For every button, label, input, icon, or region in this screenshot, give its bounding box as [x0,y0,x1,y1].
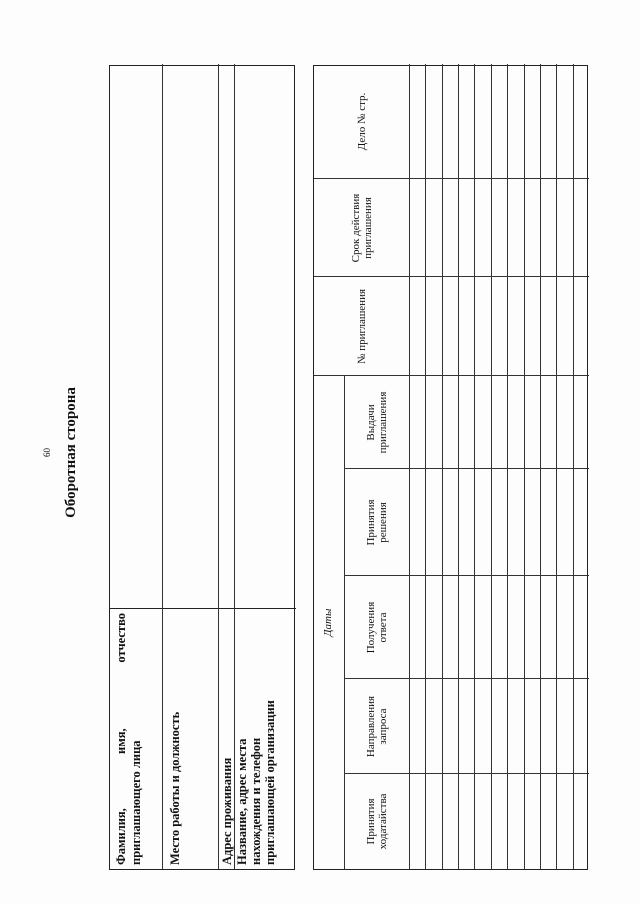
table-cell[interactable] [426,680,440,773]
table-cell[interactable] [410,278,424,375]
table-cell[interactable] [475,680,489,773]
table-cell[interactable] [574,470,588,575]
answer-field-full-name[interactable] [112,67,160,607]
table-cell[interactable] [459,470,473,575]
label-line: Название, адрес места [235,738,249,865]
table-cell[interactable] [557,470,571,575]
label-workplace: Место работы и должность [168,711,182,865]
table-cell[interactable] [426,775,440,868]
column-header-line: приглашения [376,391,389,454]
table-cell[interactable] [557,278,571,375]
column-header [365,376,389,469]
table-cell[interactable] [525,65,539,178]
table-cell[interactable] [410,180,424,276]
table-cell[interactable] [574,65,588,178]
answer-field-workplace[interactable] [164,67,216,607]
table-cell[interactable] [443,680,457,773]
column-header-line: решения [376,502,389,543]
table-cell[interactable] [443,65,457,178]
row-divider [162,64,163,869]
page-number: 60 [42,448,52,457]
table-cell[interactable] [525,577,539,678]
table-cell[interactable] [541,377,555,468]
table-cell[interactable] [525,775,539,868]
column-header-line: Выдачи [364,404,377,441]
table-cell[interactable] [410,470,424,575]
row-divider [218,64,219,869]
column-header-line: Направления [364,695,377,758]
table-cell[interactable] [426,470,440,575]
column-header [365,774,389,869]
column-header [365,576,389,679]
table-cell[interactable] [492,680,506,773]
column-header [350,179,374,277]
table-cell[interactable] [443,278,457,375]
date-group-header: Даты [322,608,334,637]
table-cell[interactable] [525,470,539,575]
column-header-line: Дело № стр. [355,92,368,151]
column-header [365,469,389,576]
page-title: Оборотная сторона [63,387,79,518]
table-cell[interactable] [525,180,539,276]
table-cell[interactable] [459,180,473,276]
table-cell[interactable] [459,65,473,178]
table-cell[interactable] [475,65,489,178]
table-cell[interactable] [508,470,522,575]
table-cell[interactable] [492,180,506,276]
column-header-line: № приглашения [355,288,368,365]
label-word: Фамилия, [114,808,128,865]
table-cell[interactable] [459,278,473,375]
table-cell[interactable] [475,377,489,468]
table-cell[interactable] [541,65,555,178]
table-cell[interactable] [525,278,539,375]
table-cell[interactable] [459,775,473,868]
table-cell[interactable] [410,577,424,678]
table-cell[interactable] [459,377,473,468]
table-cell[interactable] [492,577,506,678]
person-table [109,65,295,870]
table-cell[interactable] [508,680,522,773]
table-cell[interactable] [492,278,506,375]
table-cell[interactable] [492,470,506,575]
table-cell[interactable] [557,65,571,178]
page-header [40,0,90,905]
column-header-line: ходатайства [376,793,389,850]
table-cell[interactable] [443,377,457,468]
column-header-line: Срок действия [349,193,362,263]
column-header-line: запроса [376,708,389,745]
column-header-line: приглашения [361,197,374,259]
column-header [365,679,389,774]
table-cell[interactable] [508,775,522,868]
table-cell[interactable] [426,65,440,178]
table-cell[interactable] [410,65,424,178]
label-word: отчество [114,613,128,663]
table-cell[interactable] [492,65,506,178]
table-cell[interactable] [410,680,424,773]
table-cell[interactable] [508,65,522,178]
table-cell[interactable] [410,775,424,868]
table-cell[interactable] [557,680,571,773]
table-cell[interactable] [541,180,555,276]
column-header [356,277,368,376]
column-header [356,64,368,179]
table-cell[interactable] [541,577,555,678]
table-cell[interactable] [574,278,588,375]
table-cell[interactable] [475,470,489,575]
table-cell[interactable] [508,180,522,276]
table-cell[interactable] [475,775,489,868]
table-cell[interactable] [574,180,588,276]
table-cell[interactable] [492,775,506,868]
table-cell[interactable] [574,775,588,868]
table-cell[interactable] [459,680,473,773]
table-cell[interactable] [475,180,489,276]
table-cell[interactable] [541,470,555,575]
label-line: нахождения и телефон [249,737,263,865]
date-group-divider [344,376,345,869]
table-cell[interactable] [443,775,457,868]
label-residence: Адрес проживания [220,757,234,865]
table-cell[interactable] [459,577,473,678]
table-cell[interactable] [426,377,440,468]
table-cell[interactable] [508,278,522,375]
table-cell[interactable] [508,377,522,468]
label-full-name [114,609,144,869]
table-cell[interactable] [557,775,571,868]
table-cell[interactable] [557,377,571,468]
table-cell[interactable] [443,180,457,276]
table-cell[interactable] [443,577,457,678]
table-cell[interactable] [475,278,489,375]
table-cell[interactable] [574,377,588,468]
table-cell[interactable] [541,775,555,868]
table-cell[interactable] [443,470,457,575]
table-cell[interactable] [525,680,539,773]
label-organization [235,609,277,869]
answer-field-organization[interactable] [236,67,294,607]
table-cell[interactable] [410,377,424,468]
column-header-line: Принятия [364,499,377,546]
table-cell[interactable] [557,577,571,678]
label-line: приглашающей организации [263,700,277,865]
column-header-line: Принятия [364,798,377,845]
register-table [313,65,588,870]
table-cell[interactable] [557,180,571,276]
label-word: приглашающего лица [129,740,143,865]
table-cell[interactable] [426,577,440,678]
table-cell[interactable] [426,278,440,375]
table-cell[interactable] [426,180,440,276]
table-cell[interactable] [541,680,555,773]
answer-field-residence[interactable] [220,67,232,607]
table-cell[interactable] [574,577,588,678]
table-cell[interactable] [541,278,555,375]
table-cell[interactable] [574,680,588,773]
table-cell[interactable] [525,377,539,468]
column-header-line: Получения [364,601,377,654]
label-word: имя, [114,728,128,754]
table-cell[interactable] [475,577,489,678]
table-cell[interactable] [508,577,522,678]
column-header-line: ответа [376,612,389,643]
table-cell[interactable] [492,377,506,468]
